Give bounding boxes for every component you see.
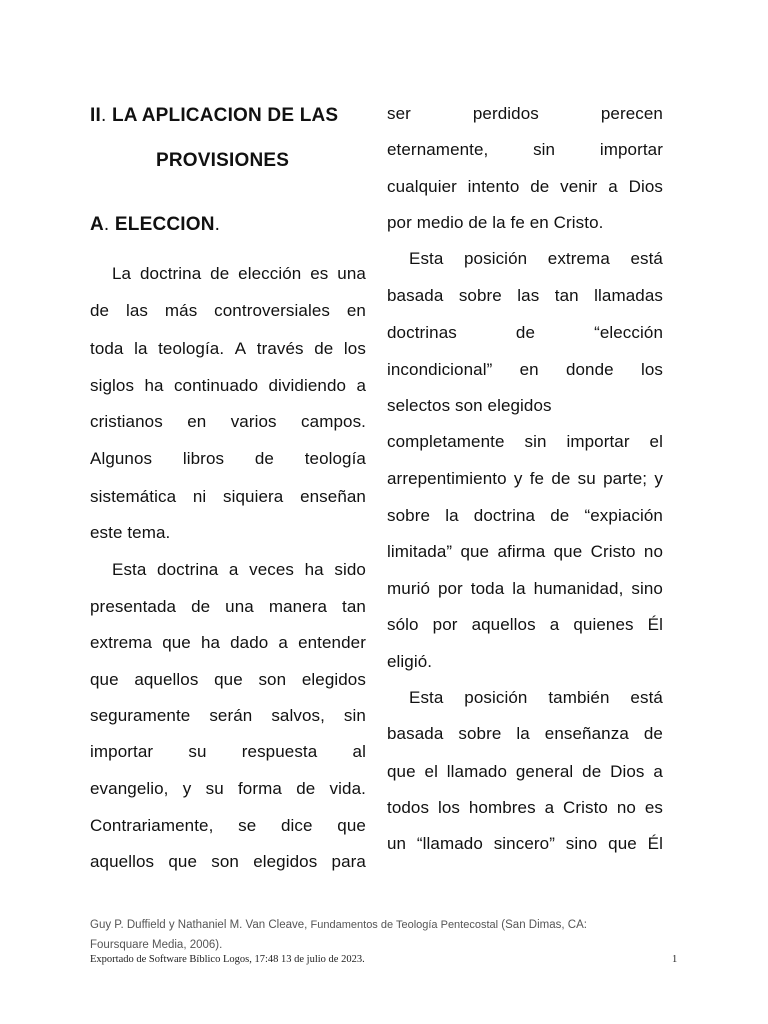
right-text-line: todos los hombres a Cristo no es xyxy=(387,798,663,817)
citation-book-title: Fundamentos de Teología Pentecostal xyxy=(310,919,499,931)
left-text-line: evangelio, y su forma de vida. xyxy=(90,779,366,798)
right-text-line: Esta posición también está xyxy=(409,688,663,707)
subsection-letter: A xyxy=(90,214,104,235)
section-heading: II. LA APLICACION DE LAS xyxy=(90,105,339,126)
right-text-line: Esta posición extrema está xyxy=(409,249,663,268)
right-text-line: incondicional” en donde los xyxy=(387,360,663,379)
right-text-line: que el llamado general de Dios a xyxy=(387,762,663,781)
left-text-line: presentada de una manera tan xyxy=(90,597,366,616)
right-text-line: sobre la doctrina de “expiación xyxy=(387,506,663,525)
left-text-line: toda la teología. A través de los xyxy=(90,339,366,358)
right-text-line: eligió. xyxy=(387,652,433,671)
right-text-line: doctrinas de “elección xyxy=(387,323,663,342)
right-text-line: arrepentimiento y fe de su parte; y xyxy=(387,469,663,488)
right-text-line: basada sobre la enseñanza de xyxy=(387,724,663,743)
right-text-line: murió por toda la humanidad, sino xyxy=(387,579,663,598)
left-text-line: seguramente serán salvos, sin xyxy=(90,706,366,725)
right-text-line: por medio de la fe en Cristo. xyxy=(387,213,604,232)
citation-authors: Guy P. Duffield y Nathaniel M. Van Cleave, xyxy=(90,919,308,931)
citation-footnote xyxy=(90,915,690,955)
left-text-line: sistemática ni siquiera enseñan xyxy=(90,487,366,506)
left-text-line: aquellos que son elegidos para xyxy=(90,852,366,871)
citation-publisher-close: Foursquare Media, 2006). xyxy=(90,939,223,951)
section-title-line1: LA APLICACION DE LAS xyxy=(111,105,339,126)
section-title-line2: PROVISIONES xyxy=(156,150,290,171)
right-text-line: un “llamado sincero” sino que Él xyxy=(387,834,663,853)
left-text-line: que aquellos que son elegidos xyxy=(90,670,366,689)
right-text-line: limitada” que afirma que Cristo no xyxy=(387,542,663,561)
left-text-line: Algunos libros de teología xyxy=(90,449,366,468)
export-note: Exportado de Software Bíblico Logos, 17:48 13 de julio de 2023. xyxy=(90,954,365,965)
right-text-line: selectos son elegidos xyxy=(387,396,552,415)
citation-publisher-open: (San Dimas, CA: xyxy=(501,919,587,931)
left-text-line: siglos ha continuado dividiendo a xyxy=(90,376,366,395)
left-text-line: cristianos en varios campos. xyxy=(90,412,366,431)
left-text-line: este tema. xyxy=(90,523,171,542)
right-text-line: ser perdidos perecen xyxy=(387,104,663,123)
subsection-title: ELECCION xyxy=(114,214,215,235)
right-text-line: completamente sin importar el xyxy=(387,432,663,451)
right-text-line: eternamente, sin importar xyxy=(387,140,663,159)
left-text-line: importar su respuesta al xyxy=(90,742,366,761)
right-text-line: cualquier intento de venir a Dios xyxy=(387,177,663,196)
section-number: II xyxy=(90,105,101,126)
right-text-line: sólo por aquellos a quienes Él xyxy=(387,615,663,634)
left-text-line: de las más controversiales en xyxy=(90,301,366,320)
left-text-line: La doctrina de elección es una xyxy=(112,264,366,283)
left-text-line: Contrariamente, se dice que xyxy=(90,816,366,835)
left-text-line: Esta doctrina a veces ha sido xyxy=(112,560,366,579)
right-text-line: basada sobre las tan llamadas xyxy=(387,286,663,305)
page-number: 1 xyxy=(672,954,678,965)
left-text-line: extrema que ha dado a entender xyxy=(90,633,366,652)
subsection-heading: A. ELECCION. xyxy=(90,214,221,235)
